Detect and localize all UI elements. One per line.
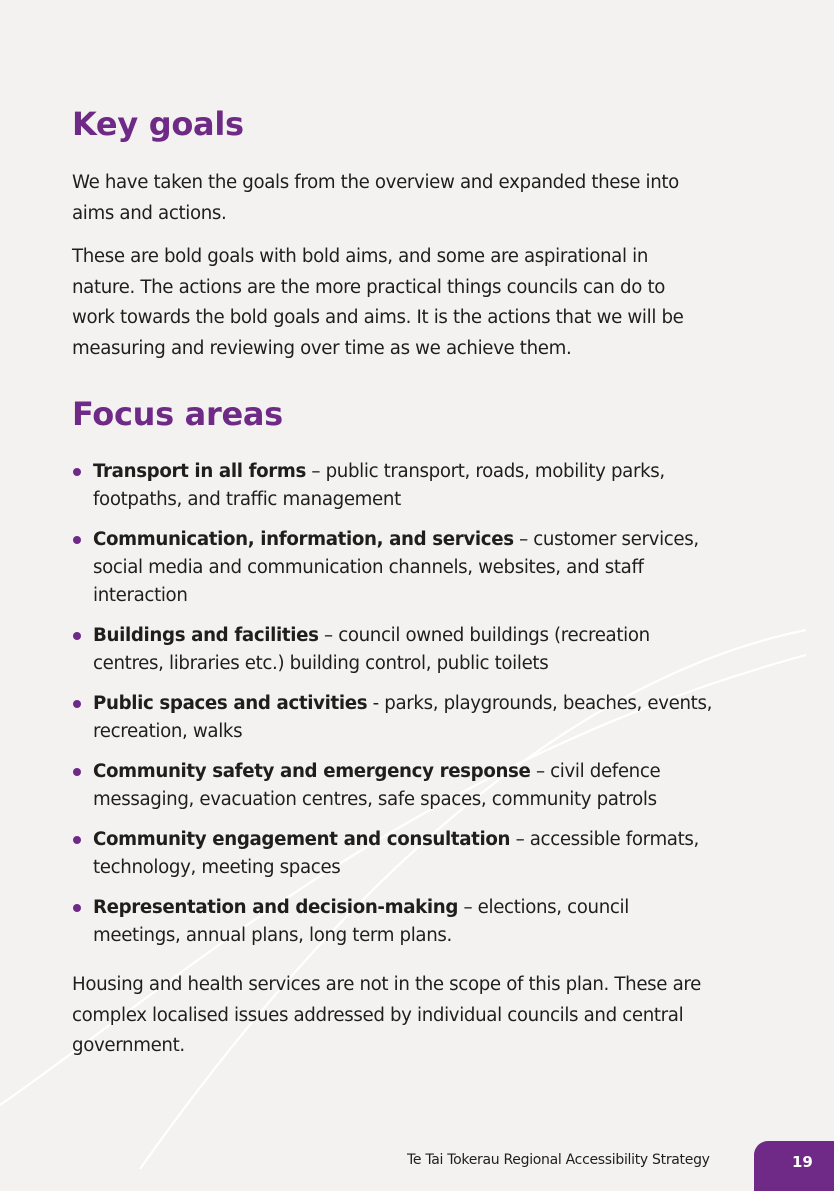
list-item xyxy=(72,894,712,950)
focus-area-title: Communication, information, and services xyxy=(93,529,514,550)
footer-document-title: Te Tai Tokerau Regional Accessibility Strategy xyxy=(407,1152,710,1168)
bullet-icon xyxy=(73,768,81,776)
focus-area-description: elections, council meetings, annual plans, long term plans. xyxy=(93,897,629,946)
focus-area-separator: - xyxy=(367,693,385,714)
list-item xyxy=(72,758,712,814)
focus-area-description: customer services, social media and communication channels, websites, and staff interaction xyxy=(93,529,699,606)
key-goals-paragraph-1: We have taken the goals from the overview and expanded these into aims and actions. xyxy=(72,172,679,224)
focus-area-separator: – xyxy=(305,461,326,482)
list-item xyxy=(72,622,712,678)
focus-area-title: Public spaces and activities xyxy=(93,693,368,714)
focus-area-description: public transport, roads, mobility parks, footpaths, and traffic management xyxy=(93,461,665,510)
bullet-icon xyxy=(73,904,81,912)
list-item xyxy=(72,690,712,746)
bullet-icon xyxy=(73,632,81,640)
bullet-icon xyxy=(73,700,81,708)
focus-area-title: Buildings and facilities xyxy=(93,625,319,646)
page-number: 19 xyxy=(792,1153,813,1171)
focus-area-separator: – xyxy=(458,897,478,918)
focus-areas-list xyxy=(72,458,712,950)
list-item xyxy=(72,526,712,610)
focus-area-title: Transport in all forms xyxy=(93,461,306,482)
bullet-icon xyxy=(73,836,81,844)
scope-note-paragraph: Housing and health services are not in the scope of this plan. These are complex localised issues addressed by individual councils and central government. xyxy=(72,974,701,1056)
key-goals-paragraph-2: These are bold goals with bold aims, and some are aspirational in nature. The actions are the more practical things councils can do to work towards the bold goals and aims. It is the actions that we will be measuring and reviewing over time as we achieve them. xyxy=(72,246,684,359)
heading-focus-areas: Focus areas xyxy=(72,395,283,433)
list-item xyxy=(72,826,712,882)
focus-area-separator: – xyxy=(513,529,534,550)
focus-area-description: parks, playgrounds, beaches, events, recreation, walks xyxy=(93,693,713,742)
bullet-icon xyxy=(73,468,81,476)
page-content xyxy=(72,100,712,1062)
focus-area-title: Community engagement and consultation xyxy=(93,829,511,850)
focus-area-description: council owned buildings (recreation centres, libraries etc.) building control, public toilets xyxy=(93,625,650,674)
heading-key-goals: Key goals xyxy=(72,105,244,143)
focus-area-description: accessible formats, technology, meeting spaces xyxy=(93,829,699,878)
list-item xyxy=(72,458,712,514)
focus-area-separator: – xyxy=(510,829,530,850)
focus-area-separator: – xyxy=(318,625,339,646)
focus-area-separator: – xyxy=(530,761,551,782)
bullet-icon xyxy=(73,536,81,544)
focus-area-description: civil defence messaging, evacuation centres, safe spaces, community patrols xyxy=(93,761,661,810)
focus-area-title: Representation and decision-making xyxy=(93,897,459,918)
focus-area-title: Community safety and emergency response xyxy=(93,761,531,782)
page-number-tab xyxy=(754,1141,834,1191)
